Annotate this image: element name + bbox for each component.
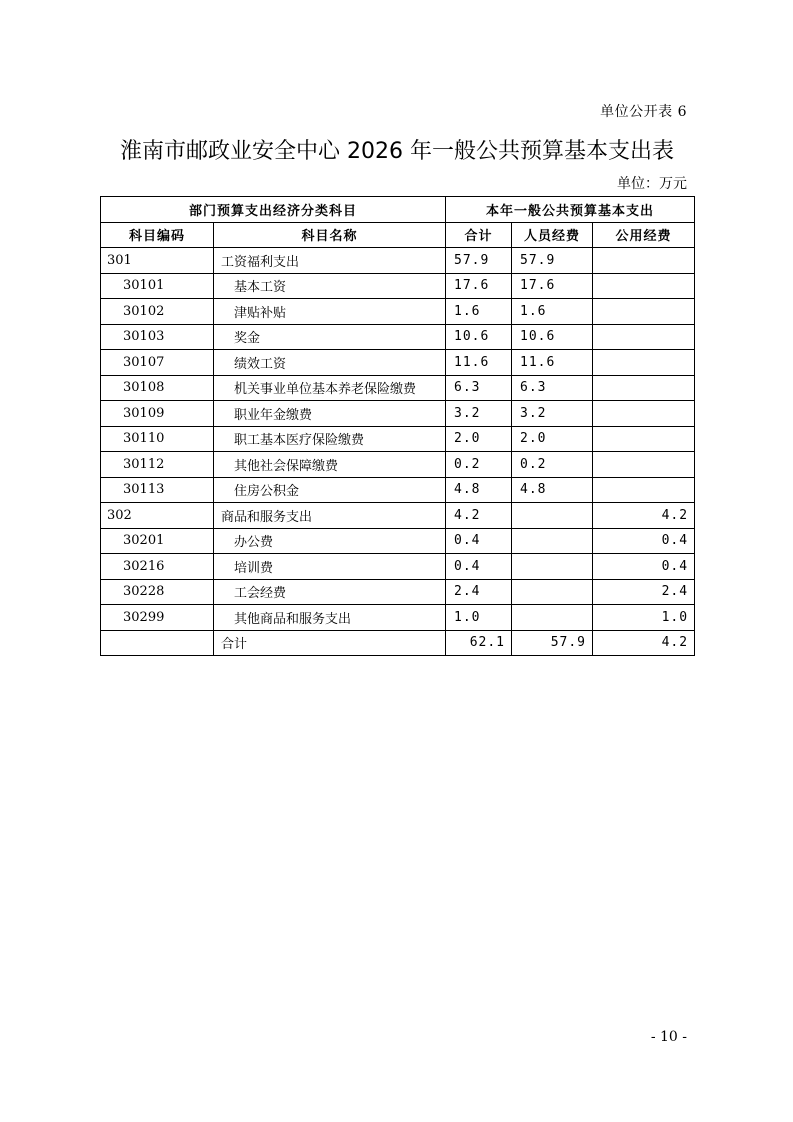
table-row bbox=[101, 273, 695, 299]
public-cell: 2.4 bbox=[593, 579, 695, 605]
name-cell: 其他商品和服务支出 bbox=[214, 605, 446, 631]
name-cell: 职工基本医疗保险缴费 bbox=[214, 426, 446, 452]
group-header-expenditure: 本年一般公共预算基本支出 bbox=[446, 197, 695, 223]
total-cell: 6.3 bbox=[446, 375, 512, 401]
group-header-row bbox=[101, 197, 695, 223]
total-cell: 1.6 bbox=[446, 299, 512, 325]
personnel-cell bbox=[512, 579, 593, 605]
total-cell: 2.4 bbox=[446, 579, 512, 605]
table-row bbox=[101, 452, 695, 478]
total-cell: 0.4 bbox=[446, 528, 512, 554]
table-row bbox=[101, 579, 695, 605]
personnel-cell: 10.6 bbox=[512, 324, 593, 350]
total-cell: 10.6 bbox=[446, 324, 512, 350]
code-cell: 30107 bbox=[101, 350, 214, 376]
name-cell: 办公费 bbox=[214, 528, 446, 554]
table-number-label: 单位公开表 6 bbox=[600, 104, 687, 120]
personnel-cell: 57.9 bbox=[512, 248, 593, 274]
total-cell: 57.9 bbox=[446, 248, 512, 274]
public-cell: 0.4 bbox=[593, 554, 695, 580]
code-cell: 30103 bbox=[101, 324, 214, 350]
name-cell: 基本工资 bbox=[214, 273, 446, 299]
table-row bbox=[101, 299, 695, 325]
personnel-cell: 3.2 bbox=[512, 401, 593, 427]
table-row bbox=[101, 350, 695, 376]
total-cell: 4.2 bbox=[446, 503, 512, 529]
personnel-cell: 0.2 bbox=[512, 452, 593, 478]
code-cell: 302 bbox=[101, 503, 214, 529]
personnel-cell: 6.3 bbox=[512, 375, 593, 401]
code-cell: 301 bbox=[101, 248, 214, 274]
personnel-cell bbox=[512, 554, 593, 580]
public-cell bbox=[593, 248, 695, 274]
name-cell: 津贴补贴 bbox=[214, 299, 446, 325]
page-number: - 10 - bbox=[650, 1029, 687, 1045]
column-header-row bbox=[101, 222, 695, 248]
table-body bbox=[101, 248, 695, 631]
total-code-cell bbox=[101, 630, 214, 656]
name-cell: 商品和服务支出 bbox=[214, 503, 446, 529]
table-row bbox=[101, 605, 695, 631]
total-cell: 1.0 bbox=[446, 605, 512, 631]
code-cell: 30112 bbox=[101, 452, 214, 478]
total-cell: 3.2 bbox=[446, 401, 512, 427]
public-cell bbox=[593, 299, 695, 325]
public-cell: 0.4 bbox=[593, 528, 695, 554]
group-header-classification: 部门预算支出经济分类科目 bbox=[101, 197, 446, 223]
code-cell: 30228 bbox=[101, 579, 214, 605]
public-cell bbox=[593, 452, 695, 478]
personnel-cell: 17.6 bbox=[512, 273, 593, 299]
name-cell: 机关事业单位基本养老保险缴费 bbox=[214, 375, 446, 401]
column-header-code: 科目编码 bbox=[101, 222, 214, 248]
public-cell bbox=[593, 426, 695, 452]
public-cell bbox=[593, 375, 695, 401]
personnel-cell: 2.0 bbox=[512, 426, 593, 452]
column-header-public: 公用经费 bbox=[593, 222, 695, 248]
table-row bbox=[101, 248, 695, 274]
name-cell: 工资福利支出 bbox=[214, 248, 446, 274]
name-cell: 其他社会保障缴费 bbox=[214, 452, 446, 478]
code-cell: 30109 bbox=[101, 401, 214, 427]
name-cell: 培训费 bbox=[214, 554, 446, 580]
personnel-cell: 11.6 bbox=[512, 350, 593, 376]
personnel-cell: 1.6 bbox=[512, 299, 593, 325]
public-cell: 4.2 bbox=[593, 503, 695, 529]
total-cell: 4.8 bbox=[446, 477, 512, 503]
public-cell bbox=[593, 401, 695, 427]
name-cell: 住房公积金 bbox=[214, 477, 446, 503]
public-cell bbox=[593, 324, 695, 350]
name-cell: 工会经费 bbox=[214, 579, 446, 605]
code-cell: 30102 bbox=[101, 299, 214, 325]
code-cell: 30101 bbox=[101, 273, 214, 299]
public-cell bbox=[593, 477, 695, 503]
public-cell: 1.0 bbox=[593, 605, 695, 631]
table-row bbox=[101, 528, 695, 554]
code-cell: 30201 bbox=[101, 528, 214, 554]
code-cell: 30299 bbox=[101, 605, 214, 631]
budget-table bbox=[100, 196, 695, 656]
personnel-cell bbox=[512, 503, 593, 529]
table-row bbox=[101, 503, 695, 529]
total-cell: 11.6 bbox=[446, 350, 512, 376]
total-personnel-cell: 57.9 bbox=[512, 630, 593, 656]
total-total-cell: 62.1 bbox=[446, 630, 512, 656]
name-cell: 奖金 bbox=[214, 324, 446, 350]
name-cell: 职业年金缴费 bbox=[214, 401, 446, 427]
table-row bbox=[101, 554, 695, 580]
total-cell: 17.6 bbox=[446, 273, 512, 299]
page-title: 淮南市邮政业安全中心 2026 年一般公共预算基本支出表 bbox=[120, 139, 674, 164]
total-cell: 0.4 bbox=[446, 554, 512, 580]
total-cell: 0.2 bbox=[446, 452, 512, 478]
total-cell: 2.0 bbox=[446, 426, 512, 452]
total-row bbox=[101, 630, 695, 656]
personnel-cell: 4.8 bbox=[512, 477, 593, 503]
table-row bbox=[101, 401, 695, 427]
total-name-cell: 合计 bbox=[214, 630, 446, 656]
name-cell: 绩效工资 bbox=[214, 350, 446, 376]
personnel-cell bbox=[512, 528, 593, 554]
total-public-cell: 4.2 bbox=[593, 630, 695, 656]
personnel-cell bbox=[512, 605, 593, 631]
code-cell: 30216 bbox=[101, 554, 214, 580]
column-header-name: 科目名称 bbox=[214, 222, 446, 248]
unit-note: 单位：万元 bbox=[617, 176, 687, 192]
table-row bbox=[101, 324, 695, 350]
column-header-personnel: 人员经费 bbox=[512, 222, 593, 248]
table-row bbox=[101, 375, 695, 401]
code-cell: 30113 bbox=[101, 477, 214, 503]
code-cell: 30108 bbox=[101, 375, 214, 401]
table-row bbox=[101, 426, 695, 452]
column-header-total: 合计 bbox=[446, 222, 512, 248]
code-cell: 30110 bbox=[101, 426, 214, 452]
public-cell bbox=[593, 350, 695, 376]
table-row bbox=[101, 477, 695, 503]
public-cell bbox=[593, 273, 695, 299]
